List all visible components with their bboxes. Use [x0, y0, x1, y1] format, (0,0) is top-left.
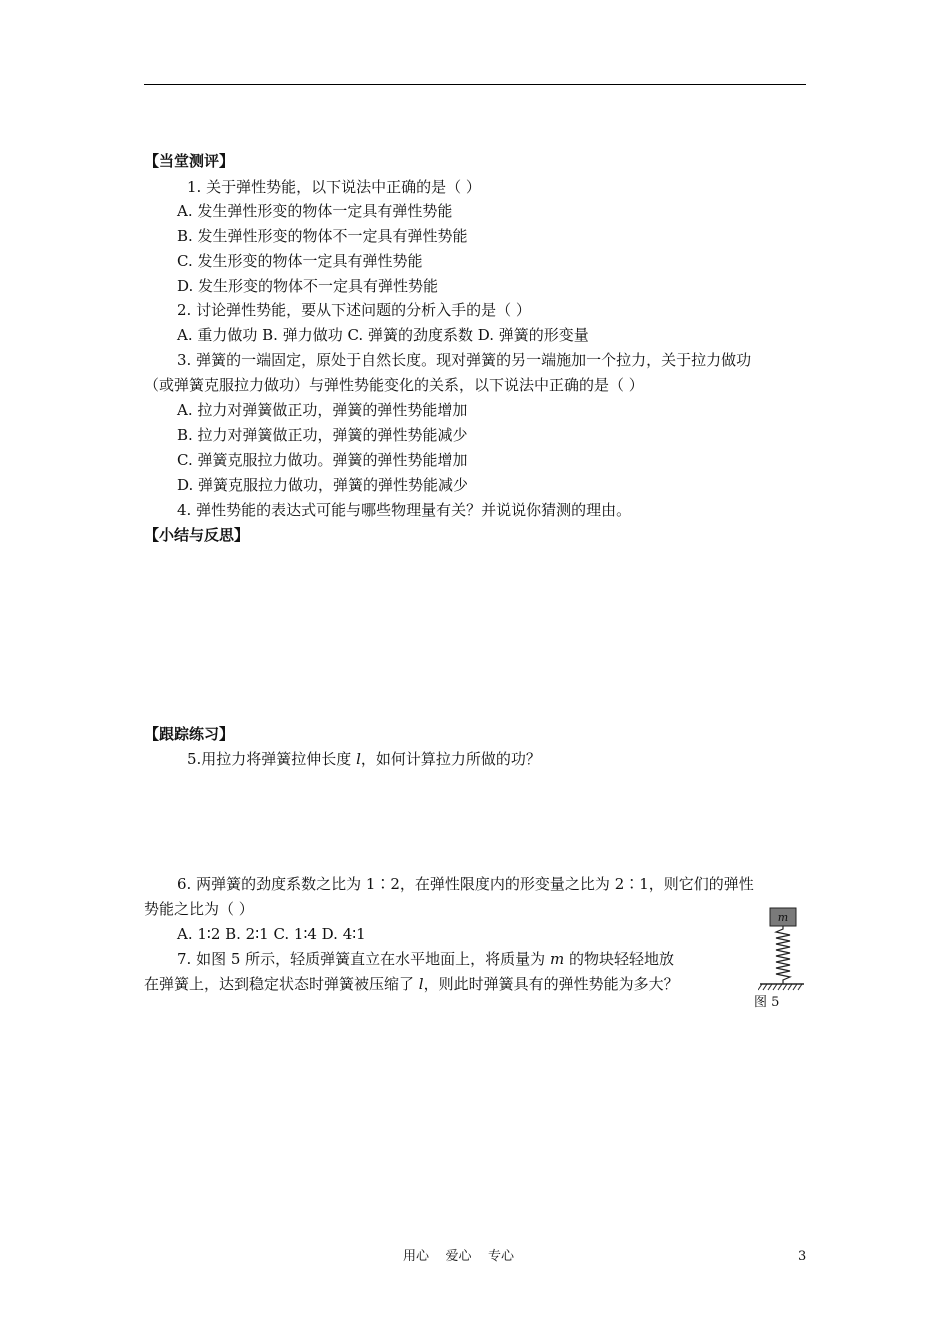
- footer-motto: 用心 爱心 专心: [403, 1249, 515, 1264]
- q6-stem-line1: 6. 两弹簧的劲度系数之比为 1∶2，在弹性限度内的形变量之比为 2∶1，则它们的弹性: [177, 875, 754, 893]
- q2-stem: 2. 讨论弹性势能，要从下述问题的分析入手的是（ ）: [177, 301, 531, 319]
- q6-stem-line2: 势能之比为（ ）: [144, 900, 254, 918]
- q5-stem: [187, 749, 541, 769]
- q4-stem: 4. 弹性势能的表达式可能与哪些物理量有关？并说说你猜测的理由。: [177, 501, 632, 519]
- q7-stem-line2: [144, 974, 679, 994]
- q5-text-post: ，如何计算拉力所做的功？: [360, 750, 541, 768]
- page-number: 3: [798, 1249, 807, 1264]
- q7-line1-post: 的物块轻轻地放: [564, 950, 674, 968]
- q1-option-d: D. 发生形变的物体不一定具有弹性势能: [177, 277, 439, 295]
- q5-text-pre: 5.用拉力将弹簧拉伸长度: [187, 750, 357, 768]
- q3-option-b: B. 拉力对弹簧做正功，弹簧的弹性势能减少: [177, 426, 468, 444]
- q7-line2-post: ，则此时弹簧具有的弹性势能为多大？: [423, 975, 679, 993]
- section-title-practice: 【跟踪练习】: [144, 725, 235, 743]
- q1-stem: 1. 关于弹性势能，以下说法中正确的是（ ）: [187, 178, 481, 196]
- header-rule: [144, 84, 806, 85]
- q1-option-c: C. 发生形变的物体一定具有弹性势能: [177, 252, 423, 270]
- q3-stem-line2: （或弹簧克服拉力做功）与弹性势能变化的关系，以下说法中正确的是（ ）: [144, 376, 644, 394]
- q7-line1-pre: 7. 如图 5 所示，轻质弹簧直立在水平地面上，将质量为: [177, 950, 550, 968]
- q7-length-variable: l: [418, 975, 424, 993]
- q3-stem-line1: 3. 弹簧的一端固定，原处于自然长度。现对弹簧的另一端施加一个拉力，关于拉力做功: [177, 351, 752, 369]
- figure-caption: 图 5: [754, 995, 780, 1010]
- spring-coil: [776, 926, 790, 984]
- ground-hatching: [758, 984, 802, 990]
- q1-option-a: A. 发生弹性形变的物体一定具有弹性势能: [177, 202, 453, 220]
- q7-stem-line1: [177, 949, 674, 969]
- section-title-evaluation: 【当堂测评】: [144, 152, 235, 170]
- q3-option-a: A. 拉力对弹簧做正功，弹簧的弹性势能增加: [177, 401, 468, 419]
- q7-line2-pre: 在弹簧上，达到稳定状态时弹簧被压缩了: [144, 975, 419, 993]
- q3-option-d: D. 弹簧克服拉力做功，弹簧的弹性势能减少: [177, 476, 469, 494]
- section-title-summary: 【小结与反思】: [144, 526, 250, 544]
- q1-option-b: B. 发生弹性形变的物体不一定具有弹性势能: [177, 227, 468, 245]
- q2-options: A. 重力做功 B. 弹力做功 C. 弹簧的劲度系数 D. 弹簧的形变量: [177, 326, 589, 344]
- q5-variable: l: [356, 750, 361, 768]
- q6-options: A. 1∶2 B. 2∶1 C. 1∶4 D. 4∶1: [177, 925, 366, 943]
- q3-option-c: C. 弹簧克服拉力做功。弹簧的弹性势能增加: [177, 451, 468, 469]
- q7-mass-variable: m: [549, 950, 565, 968]
- mass-block-label: m: [777, 911, 789, 924]
